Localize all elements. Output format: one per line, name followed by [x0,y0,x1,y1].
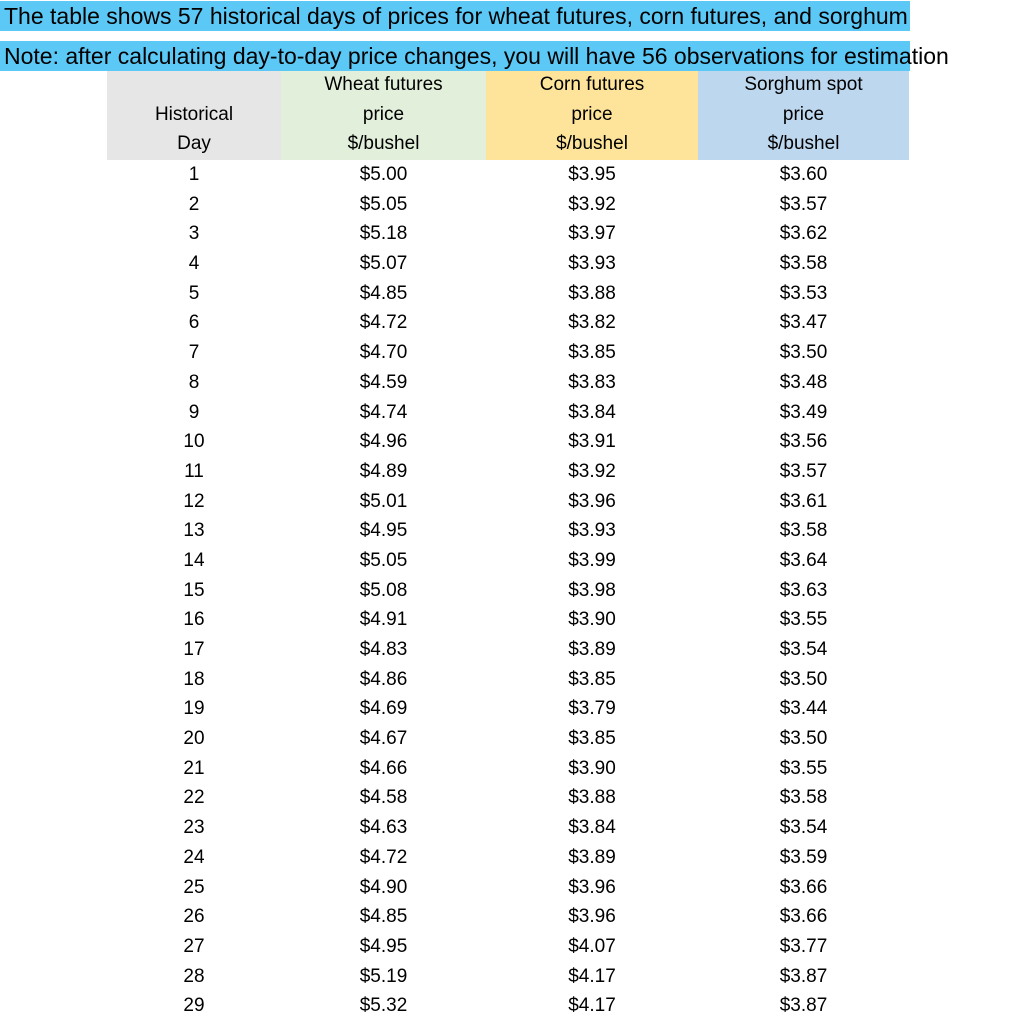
day-cell: 4 [188,253,200,275]
table-row [107,190,909,220]
table-row [107,516,909,546]
day-cell: 19 [183,698,205,720]
table-row [107,635,909,665]
wheat-price-cell: $5.05 [359,193,408,215]
corn-price-cell: $3.98 [568,579,616,601]
sorghum-price-cell: $3.77 [779,935,828,957]
header-historical-day [107,71,281,160]
wheat-price-cell: $4.72 [359,846,408,868]
wheat-price-cell: $4.63 [359,817,408,839]
wheat-price-cell: $4.89 [359,460,408,482]
corn-price-cell: $4.07 [568,935,616,957]
header-label: Historical [154,103,234,125]
price-table-body [107,160,909,1021]
note-text: Note: after calculating day-to-day price changes, you will have 56 observations for estimation [4,43,949,69]
day-cell: 10 [183,431,205,453]
corn-price-cell: $3.79 [568,698,616,720]
corn-price-cell: $4.17 [568,995,616,1017]
sorghum-price-cell: $3.60 [779,164,828,185]
sorghum-price-cell: $3.53 [779,282,828,304]
wheat-price-cell: $5.07 [359,253,408,275]
sorghum-price-cell: $3.64 [779,549,828,571]
day-cell: 27 [183,935,205,957]
corn-price-cell: $3.99 [568,549,616,571]
table-row [107,724,909,754]
wheat-price-cell: $4.91 [359,609,408,631]
intro-text: The table shows 57 historical days of prices for wheat futures, corn futures, and sorghum [4,3,908,29]
sorghum-price-cell: $3.56 [779,431,828,453]
table-row [107,457,909,487]
wheat-price-cell: $5.32 [359,995,408,1017]
table-row [107,991,909,1021]
header-label: Corn futures [539,73,645,95]
sorghum-price-cell: $3.55 [779,757,828,779]
corn-price-cell: $3.97 [568,223,616,245]
wheat-price-cell: $4.69 [359,698,408,720]
table-row [107,398,909,428]
corn-price-cell: $3.96 [568,490,616,512]
corn-price-cell: $3.85 [568,342,616,364]
wheat-price-cell: $4.85 [359,906,408,928]
corn-price-cell: $3.84 [568,817,616,839]
day-cell: 3 [188,223,200,245]
day-cell: 2 [188,193,200,215]
sorghum-price-cell: $3.87 [779,995,828,1017]
sorghum-price-cell: $3.58 [779,253,828,275]
corn-price-cell: $3.93 [568,253,616,275]
wheat-price-cell: $5.00 [359,164,408,185]
header-label: $/bushel [347,133,420,155]
day-cell: 26 [183,906,205,928]
day-cell: 23 [183,817,205,839]
day-cell: 28 [183,965,205,987]
wheat-price-cell: $4.74 [359,401,408,423]
sorghum-price-cell: $3.87 [779,965,828,987]
wheat-price-cell: $4.67 [359,728,408,750]
sorghum-price-cell: $3.58 [779,787,828,809]
day-cell: 6 [188,312,200,334]
day-cell: 1 [188,164,200,185]
day-cell: 16 [183,609,205,631]
header-label: price [362,103,405,125]
wheat-price-cell: $4.95 [359,935,408,957]
table-row [107,902,909,932]
corn-price-cell: $3.82 [568,312,616,334]
header-label: $/bushel [556,133,628,155]
sorghum-price-cell: $3.50 [779,342,828,364]
table-row [107,813,909,843]
sorghum-price-cell: $3.54 [779,817,828,839]
corn-price-cell: $3.93 [568,520,616,542]
wheat-price-cell: $4.96 [359,431,408,453]
table-row [107,279,909,309]
sorghum-price-cell: $3.61 [779,490,828,512]
wheat-price-cell: $5.01 [359,490,408,512]
day-cell: 25 [183,876,205,898]
sorghum-price-cell: $3.47 [779,312,828,334]
sorghum-price-cell: $3.59 [779,846,828,868]
header-label: Day [177,133,211,155]
table-row [107,962,909,992]
day-cell: 17 [183,639,205,660]
day-cell: 29 [183,995,205,1017]
day-cell: 5 [188,282,200,304]
corn-price-cell: $3.95 [568,164,616,185]
sorghum-price-cell: $3.63 [779,579,828,601]
table-row [107,487,909,517]
corn-price-cell: $3.83 [568,371,616,393]
sorghum-price-cell: $3.57 [779,193,828,215]
corn-price-cell: $3.92 [568,460,616,482]
wheat-price-cell: $4.85 [359,282,408,304]
sorghum-price-cell: $3.55 [779,609,828,631]
wheat-price-cell: $4.70 [359,342,408,364]
day-cell: 15 [183,579,205,601]
sorghum-price-cell: $3.48 [779,371,828,393]
corn-price-cell: $3.84 [568,401,616,423]
wheat-price-cell: $4.66 [359,757,408,779]
corn-price-cell: $3.90 [568,609,616,631]
corn-price-cell: $3.90 [568,757,616,779]
header-wheat-price [281,71,486,160]
sorghum-price-cell: $3.57 [779,460,828,482]
wheat-price-cell: $4.83 [359,639,408,660]
table-row [107,783,909,813]
wheat-price-cell: $4.90 [359,876,408,898]
sorghum-price-cell: $3.50 [779,668,828,690]
table-row [107,249,909,279]
corn-price-cell: $3.88 [568,282,616,304]
table-row [107,427,909,457]
corn-price-cell: $3.85 [568,728,616,750]
header-sorghum-price [698,71,909,160]
corn-price-cell: $4.17 [568,965,616,987]
wheat-price-cell: $4.58 [359,787,408,809]
header-label: Wheat futures [324,73,443,95]
corn-price-cell: $3.96 [568,876,616,898]
table-row [107,932,909,962]
sorghum-price-cell: $3.66 [779,876,828,898]
table-row [107,873,909,903]
sorghum-price-cell: $3.49 [779,401,828,423]
table-row [107,338,909,368]
sorghum-price-cell: $3.54 [779,639,828,660]
wheat-price-cell: $4.59 [359,371,408,393]
day-cell: 22 [183,787,205,809]
wheat-price-cell: $4.72 [359,312,408,334]
day-cell: 8 [188,371,200,393]
day-cell: 18 [183,668,205,690]
wheat-price-cell: $5.19 [359,965,408,987]
day-cell: 7 [188,342,200,364]
table-row [107,605,909,635]
corn-price-cell: $3.85 [568,668,616,690]
table-row [107,665,909,695]
header-label: Sorghum spot [744,73,863,95]
wheat-price-cell: $5.05 [359,549,408,571]
sorghum-price-cell: $3.58 [779,520,828,542]
day-cell: 24 [183,846,205,868]
day-cell: 9 [188,401,200,423]
day-cell: 14 [183,549,205,571]
wheat-price-cell: $5.18 [359,223,408,245]
table-row [107,368,909,398]
header-corn-price [486,71,698,160]
corn-price-cell: $3.88 [568,787,616,809]
table-row [107,843,909,873]
table-row [107,308,909,338]
table-row [107,160,909,190]
wheat-price-cell: $4.95 [359,520,408,542]
table-row [107,546,909,576]
wheat-price-cell: $4.86 [359,668,408,690]
day-cell: 13 [183,520,205,542]
table-row [107,219,909,249]
sorghum-price-cell: $3.44 [779,698,828,720]
corn-price-cell: $3.92 [568,193,616,215]
corn-price-cell: $3.91 [568,431,616,453]
corn-price-cell: $3.89 [568,639,616,660]
table-row [107,754,909,784]
sorghum-price-cell: $3.50 [779,728,828,750]
table-row [107,576,909,606]
sorghum-price-cell: $3.62 [779,223,828,245]
corn-price-cell: $3.96 [568,906,616,928]
day-cell: 11 [184,460,204,482]
header-label: $/bushel [767,133,840,155]
wheat-price-cell: $5.08 [359,579,408,601]
day-cell: 20 [183,728,205,750]
day-cell: 12 [183,490,205,512]
corn-price-cell: $3.89 [568,846,616,868]
day-cell: 21 [183,757,205,779]
sorghum-price-cell: $3.66 [779,906,828,928]
header-label: price [782,103,825,125]
header-label: price [571,103,613,125]
table-row [107,694,909,724]
